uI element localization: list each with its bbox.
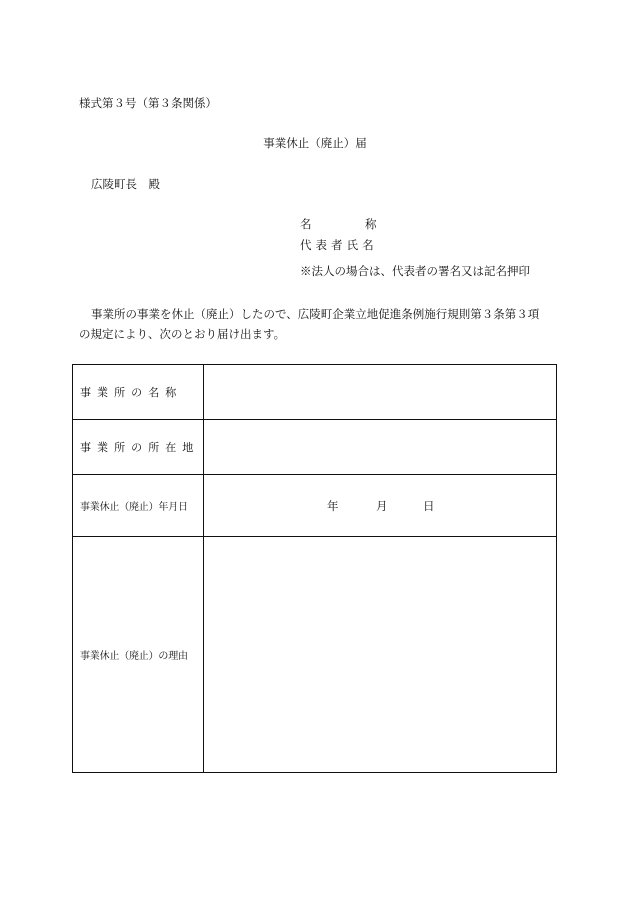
label-suspension-date: 事業休止（廃止）年月日 xyxy=(73,475,204,537)
representative-name-label: 代表者氏名 xyxy=(300,238,378,252)
field-business-name[interactable] xyxy=(204,365,557,420)
field-suspension-date[interactable] xyxy=(204,475,557,537)
notification-form-table xyxy=(72,364,557,773)
document-title: 事業休止（廃止）届 xyxy=(263,136,367,150)
table-row-business-name xyxy=(73,365,557,420)
table-row-suspension-date xyxy=(73,475,557,537)
applicant-name-label xyxy=(300,219,377,231)
addressee: 広陵町長 殿 xyxy=(91,177,160,191)
table-row-suspension-reason xyxy=(73,537,557,773)
label-suspension-reason: 事業休止（廃止）の理由 xyxy=(73,537,204,773)
body-text-line-1: 事業所の事業を休止（廃止）したので、広陵町企業立地促進条例施行規則第３条第３項 xyxy=(91,307,540,321)
label-business-name: 事業所の名称 xyxy=(73,365,204,420)
date-day-label: 日 xyxy=(423,498,435,513)
table-row-business-address xyxy=(73,420,557,475)
name-label-char-2: 称 xyxy=(365,217,377,231)
label-business-address: 事業所の所在地 xyxy=(73,420,204,475)
field-suspension-reason[interactable] xyxy=(204,537,557,773)
corporate-signature-note: ※法人の場合は、代表者の署名又は記名押印 xyxy=(300,264,530,278)
body-text-line-2: の規定により、次のとおり届け出ます。 xyxy=(79,327,286,341)
name-label-char-1: 名 xyxy=(300,217,312,231)
date-year-label: 年 xyxy=(327,498,339,513)
date-month-label: 月 xyxy=(376,498,388,513)
field-business-address[interactable] xyxy=(204,420,557,475)
form-number: 様式第３号（第３条関係） xyxy=(79,96,217,110)
